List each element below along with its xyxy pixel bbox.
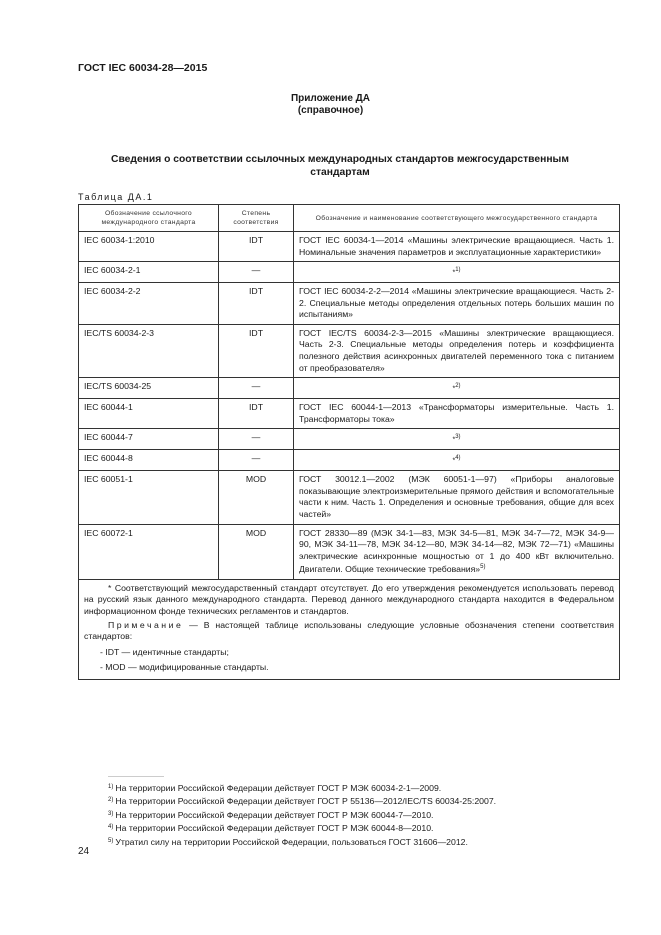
degree-cell: —: [219, 262, 294, 283]
footnote: [108, 835, 496, 848]
table-header-row: [79, 205, 620, 232]
note-label: Примечание: [108, 619, 184, 630]
degree-cell: IDT: [219, 324, 294, 377]
desc-cell: [294, 524, 620, 579]
absent-mark: *: [452, 269, 456, 277]
header-degree: Степень соответствия: [219, 205, 294, 232]
table-row: [79, 232, 620, 262]
page-number: 24: [78, 846, 90, 857]
footnote: [108, 808, 496, 821]
correspondence-table: [78, 204, 620, 680]
footnote: [108, 781, 496, 794]
table-row: [79, 283, 620, 325]
degree-cell: —: [219, 378, 294, 399]
std-cell: IEC 60034-2-2: [79, 283, 219, 325]
std-cell: IEC/TS 60034-25: [79, 378, 219, 399]
table-row: [79, 324, 620, 377]
desc-text: ГОСТ 28330—89 (МЭК 34-1—83, МЭК 34-5—81, МЭК 34-7—72, МЭК 34-9—90, МЭК 34-11—78, МЭК 34-12—80, МЭК 34-14—82, МЭК 72—71) «Машины электрические асинхронные мощностью от 1 до 400 кВт включительно. Двигатели. Общие технические требования»: [299, 527, 614, 575]
degree-cell: —: [219, 429, 294, 450]
main-title: Сведения о соответствии ссылочных международных стандартов межгосударственным стандартам: [111, 154, 569, 178]
standard-header: ГОСТ IEC 60034-28—2015: [78, 62, 208, 74]
footnote-text: Утратил силу на территории Российской Федерации, пользоваться ГОСТ 31606—2012.: [115, 836, 468, 847]
notes-cell: [79, 579, 620, 679]
absent-mark: *: [452, 436, 456, 444]
footnote-number: 5): [108, 837, 114, 844]
absent-mark: *: [452, 385, 456, 393]
std-cell: IEC/TS 60034-2-3: [79, 324, 219, 377]
footnote-text: На территории Российской Федерации действует ГОСТ Р МЭК 60044-7—2010.: [115, 809, 434, 820]
footnote-ref: 4): [455, 455, 461, 462]
desc-cell-absent: [294, 450, 620, 471]
footnote-number: 1): [108, 784, 114, 790]
header-international-standard: Обозначение ссылочного международного стандарта: [79, 205, 219, 232]
desc-cell: ГОСТ IEC 60034-2-2—2014 «Машины электрические вращающиеся. Часть 2-2. Специальные методы определения отдельных потерь больших машин по испытаниям»: [294, 283, 620, 325]
table-row: [79, 262, 620, 283]
table-row: [79, 450, 620, 471]
footnote: [108, 794, 496, 807]
footnotes: [108, 781, 496, 848]
table-row: [79, 524, 620, 579]
desc-cell-absent: [294, 378, 620, 399]
footnote-separator: [108, 776, 164, 777]
footnote-number: 4): [108, 824, 114, 831]
desc-cell-absent: [294, 429, 620, 450]
footnote: [108, 821, 496, 834]
std-cell: IEC 60044-1: [79, 399, 219, 429]
footnote-ref: 2): [455, 383, 461, 390]
footnote-text: На территории Российской Федерации действует ГОСТ Р МЭК 60034-2-1—2009.: [115, 783, 442, 793]
table-row: [79, 429, 620, 450]
table-label: Таблица ДА.1: [78, 192, 154, 202]
desc-cell: ГОСТ IEC 60034-1—2014 «Машины электрические вращающиеся. Часть 1. Номинальные значения параметров и эксплуатационные характеристики»: [294, 232, 620, 262]
std-cell: IEC 60051-1: [79, 471, 219, 524]
table-row: [79, 378, 620, 399]
std-cell: IEC 60044-7: [79, 429, 219, 450]
footnote-number: 2): [108, 797, 114, 804]
notes-row: [79, 579, 620, 679]
std-cell: IEC 60034-2-1: [79, 262, 219, 283]
footnote-ref: 1): [455, 267, 461, 274]
footnote-ref: 5): [480, 564, 486, 571]
degree-cell: MOD: [219, 471, 294, 524]
degree-cell: —: [219, 450, 294, 471]
degree-cell: IDT: [219, 283, 294, 325]
std-cell: IEC 60044-8: [79, 450, 219, 471]
annex-subtitle: (справочное): [297, 105, 364, 116]
std-cell: IEC 60072-1: [79, 524, 219, 579]
desc-cell: ГОСТ 30012.1—2002 (МЭК 60051-1—97) «Приборы аналоговые показывающие электроизмерительные прямого действия и вспомогательные части к ним. Часть 1. Определения и основные требования, общие для всех частей»: [294, 471, 620, 524]
desc-cell: ГОСТ IEC 60044-1—2013 «Трансформаторы измерительные. Часть 1. Трансформаторы тока»: [294, 399, 620, 429]
footnote-ref: 3): [455, 434, 461, 441]
desc-cell-absent: [294, 262, 620, 283]
table-row: [79, 399, 620, 429]
degree-cell: IDT: [219, 399, 294, 429]
star-note: * Соответствующий межгосударственный стандарт отсутствует. До его утверждения рекомендуется использовать перевод на русский язык данного международного стандарта. Перевод данного международного стандарта находится в Федеральном информационном фонде технических регламентов и стандартов.: [84, 582, 614, 617]
note-paragraph: [84, 620, 614, 643]
note-item-idt: - IDT — идентичные стандарты;: [100, 646, 229, 657]
footnote-text: На территории Российской Федерации действует ГОСТ Р 55136—2012/IEC/TS 60034-25:2007.: [115, 796, 497, 807]
annex-title: Приложение ДА: [290, 93, 371, 104]
table-row: [79, 471, 620, 524]
note-text: — В настоящей таблице использованы следующие условные обозначения степени соответствия стандартов:: [84, 619, 614, 642]
degree-cell: MOD: [219, 524, 294, 579]
header-interstate-standard: Обозначение и наименование соответствующего межгосударственного стандарта: [294, 205, 620, 232]
absent-mark: *: [452, 457, 456, 465]
desc-cell: ГОСТ IEC/TS 60034-2-3—2015 «Машины электрические вращающиеся. Часть 2-3. Специальные методы определения потерь и коэффициента полезного действия асинхронных двигателей переменного тока с питанием от преобразователя»: [294, 324, 620, 377]
std-cell: IEC 60034-1:2010: [79, 232, 219, 262]
note-item-mod: - MOD — модифицированные стандарты.: [100, 662, 269, 673]
footnote-text: На территории Российской Федерации действует ГОСТ Р МЭК 60044-8—2010.: [115, 823, 434, 834]
footnote-number: 3): [108, 810, 114, 817]
degree-cell: IDT: [219, 232, 294, 262]
